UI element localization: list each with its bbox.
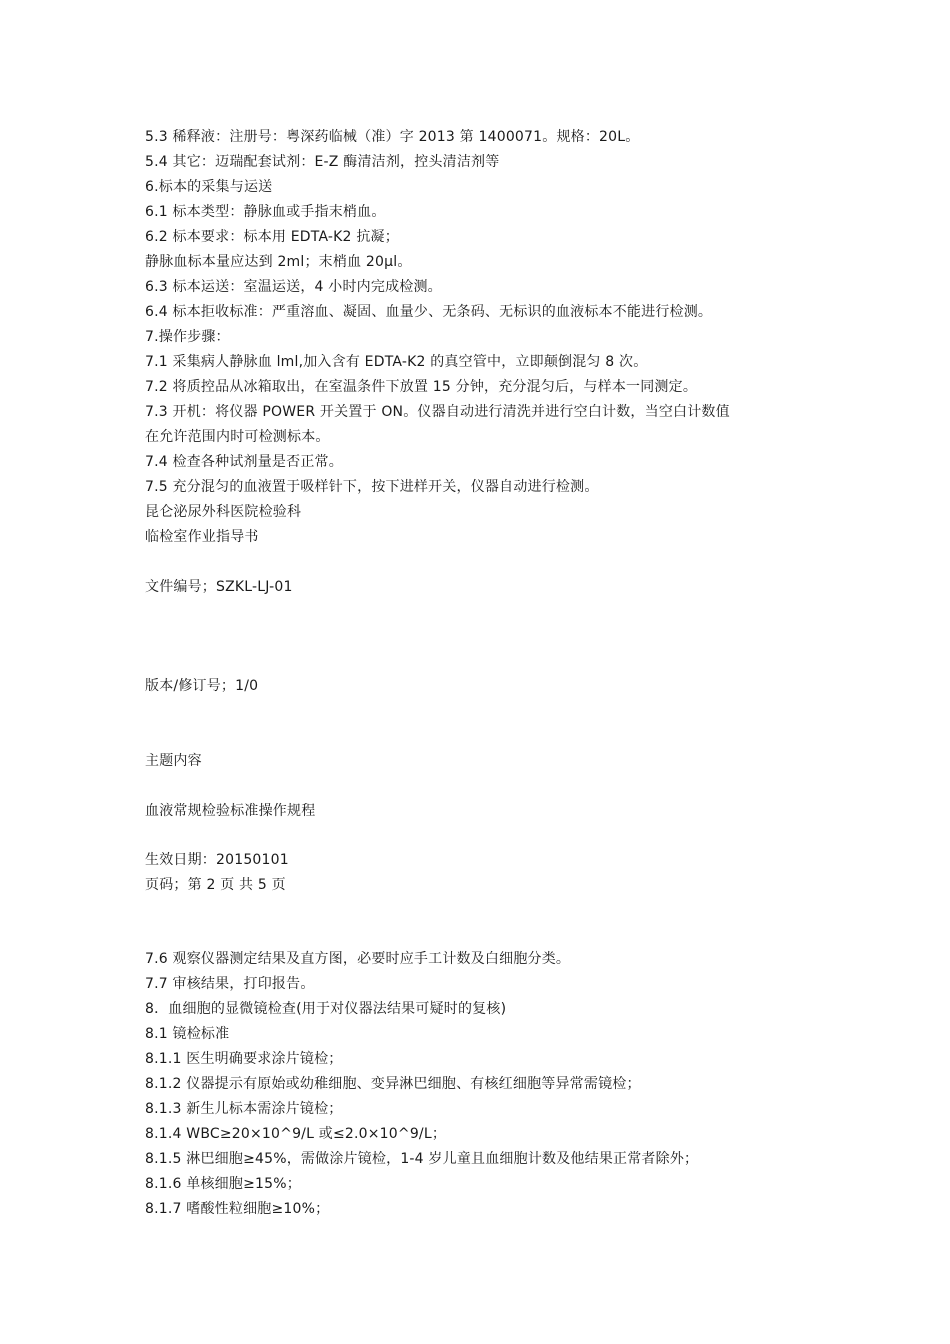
header-version: 版本/修订号；1/0 bbox=[145, 678, 259, 694]
text-line: 8.1 镜检标准 bbox=[145, 1026, 230, 1042]
text-line: 6.3 标本运送：室温运送，4 小时内完成检测。 bbox=[145, 279, 442, 295]
header-page-number: 页码；第 2 页 共 5 页 bbox=[145, 877, 286, 893]
text-line: 8.1.1 医生明确要求涂片镜检； bbox=[145, 1051, 343, 1067]
header-doc-number: 文件编号；SZKL-LJ-01 bbox=[145, 579, 293, 595]
text-line: 5.3 稀释液：注册号：粤深药临械（准）字 2013 第 1400071。规格：20L。 bbox=[145, 129, 640, 145]
section-heading: 8．血细胞的显微镜检查(用于对仪器法结果可疑时的复核) bbox=[145, 1001, 507, 1017]
text-line: 8.1.2 仪器提示有原始或幼稚细胞、变异淋巴细胞、有核红细胞等异常需镜检； bbox=[145, 1076, 641, 1092]
text-line: 8.1.7 嗜酸性粒细胞≥10%； bbox=[145, 1201, 330, 1217]
text-line: 7.1 采集病人静脉血 lml,加入含有 EDTA-K2 的真空管中，立即颠倒混匀 8 次。 bbox=[145, 354, 648, 370]
text-line: 7.6 观察仪器测定结果及直方图，必要时应手工计数及白细胞分类。 bbox=[145, 951, 571, 967]
header-doc-type: 临检室作业指导书 bbox=[145, 529, 259, 545]
text-line: 7.4 检查各种试剂量是否正常。 bbox=[145, 454, 343, 470]
header-subject: 血液常规检验标准操作规程 bbox=[145, 803, 316, 819]
section-heading: 6.标本的采集与运送 bbox=[145, 179, 273, 195]
text-line: 6.2 标本要求：标本用 EDTA-K2 抗凝； bbox=[145, 229, 399, 245]
header-institution: 昆仑泌尿外科医院检验科 bbox=[145, 504, 302, 520]
text-line: 7.2 将质控品从冰箱取出，在室温条件下放置 15 分钟，充分混匀后，与样本一同测定。 bbox=[145, 379, 698, 395]
text-line: 8.1.4 WBC≥20×10^9/L 或≤2.0×10^9/L； bbox=[145, 1126, 447, 1142]
text-line: 在允许范围内时可检测标本。 bbox=[145, 429, 330, 445]
text-line: 8.1.3 新生儿标本需涂片镜检； bbox=[145, 1101, 343, 1117]
text-line: 7.5 充分混匀的血液置于吸样针下，按下进样开关，仪器自动进行检测。 bbox=[145, 479, 599, 495]
text-line: 8.1.6 单核细胞≥15%； bbox=[145, 1176, 301, 1192]
text-line: 静脉血标本量应达到 2ml；末梢血 20μl。 bbox=[145, 254, 412, 270]
text-line: 8.1.5 淋巴细胞≥45%，需做涂片镜检，1-4 岁儿童且血细胞计数及他结果正常者除外； bbox=[145, 1151, 699, 1167]
text-line: 7.7 审核结果，打印报告。 bbox=[145, 976, 315, 992]
text-line: 6.1 标本类型：静脉血或手指末梢血。 bbox=[145, 204, 386, 220]
header-effective-date: 生效日期：20150101 bbox=[145, 852, 289, 868]
header-subject-label: 主题内容 bbox=[145, 753, 202, 769]
text-line: 6.4 标本拒收标准：严重溶血、凝固、血量少、无条码、无标识的血液标本不能进行检测。 bbox=[145, 304, 713, 320]
section-heading: 7.操作步骤： bbox=[145, 329, 230, 345]
text-line: 7.3 开机：将仪器 POWER 开关置于 ON。仪器自动进行清洗并进行空白计数，当空白计数值 bbox=[145, 404, 730, 420]
text-line: 5.4 其它：迈瑞配套试剂：E-Z 酶清洁剂，控头清洁剂等 bbox=[145, 154, 500, 170]
